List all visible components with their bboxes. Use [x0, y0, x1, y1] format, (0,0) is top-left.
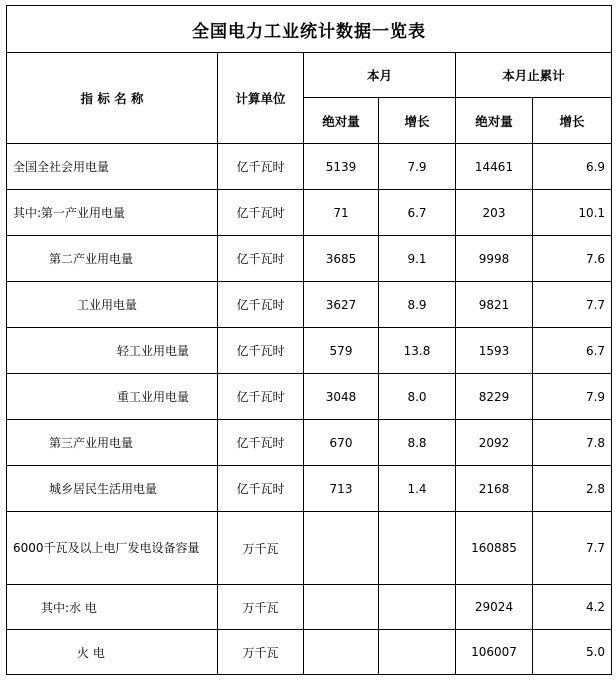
row-cumulative-absolute: 203	[456, 190, 533, 236]
row-cumulative-absolute: 8229	[456, 374, 533, 420]
table-row	[7, 466, 612, 512]
row-cumulative-growth: 7.6	[533, 236, 612, 282]
row-month-growth: 13.8	[379, 328, 456, 374]
row-month-absolute: 3048	[304, 374, 379, 420]
row-cumulative-growth: 7.7	[533, 282, 612, 328]
row-month-growth	[379, 585, 456, 630]
row-name: 城乡居民生活用电量	[7, 466, 218, 512]
row-month-absolute	[304, 512, 379, 585]
electricity-statistics-table	[6, 5, 612, 675]
row-cumulative-growth: 7.9	[533, 374, 612, 420]
row-unit: 亿千瓦时	[218, 144, 304, 190]
row-cumulative-absolute: 2092	[456, 420, 533, 466]
row-name	[7, 512, 218, 585]
row-name-text: 6000千瓦及以上电厂发电设备容量	[13, 540, 200, 555]
row-cumulative-growth: 7.7	[533, 512, 612, 585]
row-cumulative-growth: 2.8	[533, 466, 612, 512]
header-cumulative-absolute: 绝对量	[456, 98, 533, 144]
row-name: 第三产业用电量	[7, 420, 218, 466]
row-month-growth	[379, 512, 456, 585]
row-month-absolute: 3685	[304, 236, 379, 282]
row-unit: 亿千瓦时	[218, 328, 304, 374]
header-unit: 计算单位	[218, 53, 304, 144]
header-indicator-name: 指 标 名 称	[7, 53, 218, 144]
row-name: 第二产业用电量	[7, 236, 218, 282]
row-month-growth: 7.9	[379, 144, 456, 190]
row-cumulative-absolute: 29024	[456, 585, 533, 630]
row-month-absolute: 5139	[304, 144, 379, 190]
row-month-growth	[379, 630, 456, 675]
table-row	[7, 585, 612, 630]
row-month-growth: 8.8	[379, 420, 456, 466]
table-row	[7, 282, 612, 328]
row-month-growth: 6.7	[379, 190, 456, 236]
row-name: 轻工业用电量	[7, 328, 218, 374]
row-month-absolute	[304, 585, 379, 630]
row-cumulative-growth: 6.7	[533, 328, 612, 374]
row-month-absolute: 71	[304, 190, 379, 236]
table-row	[7, 420, 612, 466]
row-month-growth: 9.1	[379, 236, 456, 282]
row-cumulative-growth: 5.0	[533, 630, 612, 675]
table-row	[7, 190, 612, 236]
table-row	[7, 630, 612, 675]
row-cumulative-growth: 10.1	[533, 190, 612, 236]
table-row	[7, 144, 612, 190]
row-unit: 万千瓦	[218, 512, 304, 585]
row-name: 其中:第一产业用电量	[7, 190, 218, 236]
row-unit: 亿千瓦时	[218, 374, 304, 420]
header-month-absolute: 绝对量	[304, 98, 379, 144]
header-this-month: 本月	[304, 53, 456, 98]
row-name: 工业用电量	[7, 282, 218, 328]
row-unit: 亿千瓦时	[218, 282, 304, 328]
row-month-absolute: 3627	[304, 282, 379, 328]
row-cumulative-growth: 7.8	[533, 420, 612, 466]
table-title: 全国电力工业统计数据一览表	[7, 6, 612, 53]
row-name: 重工业用电量	[7, 374, 218, 420]
header-month-growth: 增长	[379, 98, 456, 144]
row-name: 全国全社会用电量	[7, 144, 218, 190]
row-cumulative-absolute: 14461	[456, 144, 533, 190]
row-unit: 亿千瓦时	[218, 466, 304, 512]
header-cumulative: 本月止累计	[456, 53, 612, 98]
row-cumulative-absolute: 1593	[456, 328, 533, 374]
row-cumulative-growth: 4.2	[533, 585, 612, 630]
table-row	[7, 512, 612, 585]
row-month-growth: 8.0	[379, 374, 456, 420]
table-row	[7, 328, 612, 374]
row-name: 火 电	[7, 630, 218, 675]
row-cumulative-growth: 6.9	[533, 144, 612, 190]
row-month-growth: 1.4	[379, 466, 456, 512]
row-unit: 万千瓦	[218, 585, 304, 630]
row-cumulative-absolute: 2168	[456, 466, 533, 512]
row-month-growth: 8.9	[379, 282, 456, 328]
row-month-absolute: 579	[304, 328, 379, 374]
row-month-absolute: 713	[304, 466, 379, 512]
row-month-absolute	[304, 630, 379, 675]
table-row	[7, 374, 612, 420]
row-unit: 亿千瓦时	[218, 190, 304, 236]
row-cumulative-absolute: 9998	[456, 236, 533, 282]
row-unit: 亿千瓦时	[218, 420, 304, 466]
row-cumulative-absolute: 106007	[456, 630, 533, 675]
row-unit: 万千瓦	[218, 630, 304, 675]
row-name: 其中:水 电	[7, 585, 218, 630]
row-month-absolute: 670	[304, 420, 379, 466]
row-cumulative-absolute: 9821	[456, 282, 533, 328]
header-cumulative-growth: 增长	[533, 98, 612, 144]
row-unit: 亿千瓦时	[218, 236, 304, 282]
table-row	[7, 236, 612, 282]
row-cumulative-absolute: 160885	[456, 512, 533, 585]
